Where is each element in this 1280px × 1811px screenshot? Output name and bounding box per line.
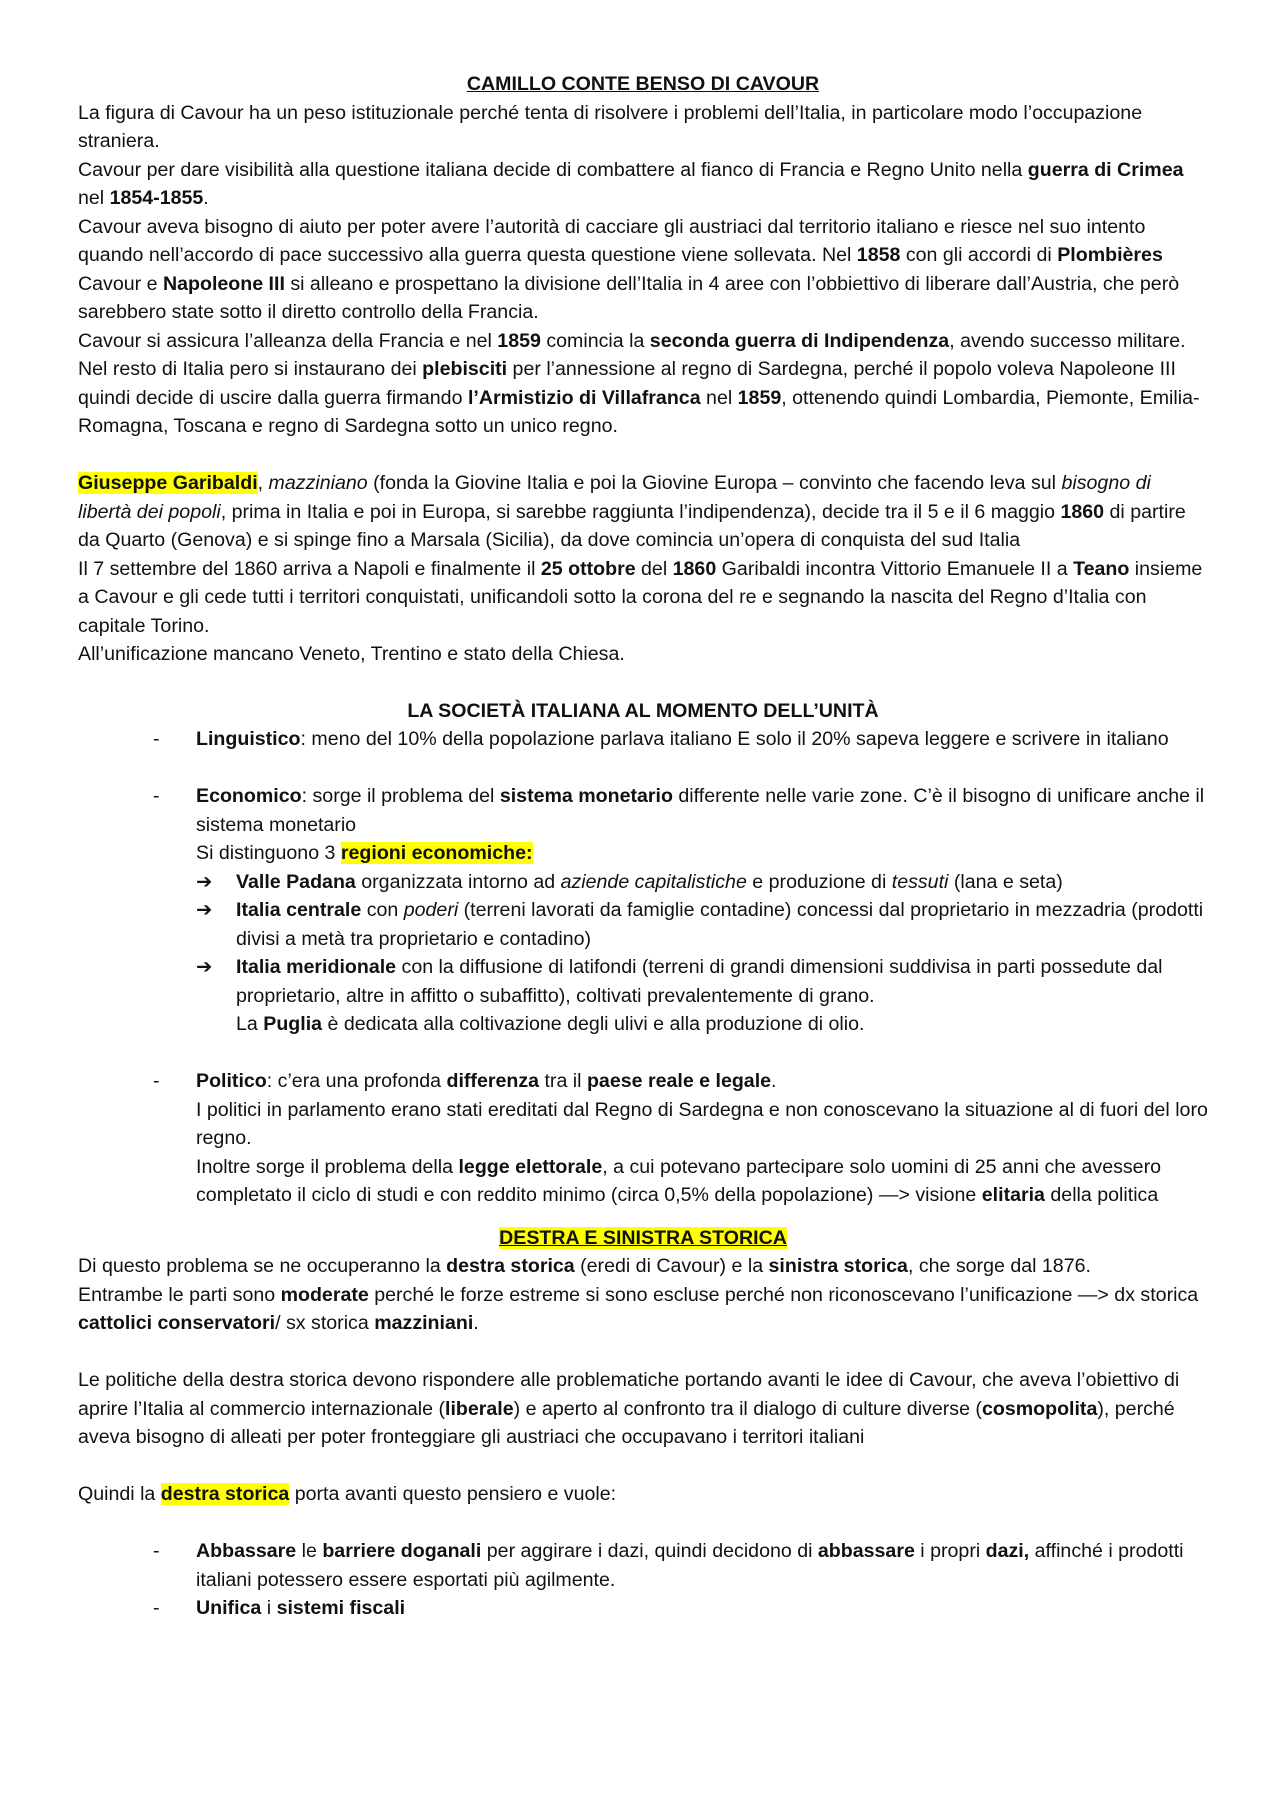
destra-paragraph-4: [78, 1480, 1208, 1509]
dash-bullet: -: [153, 1540, 160, 1562]
dash-bullet: -: [153, 728, 160, 750]
text: della politica: [1044, 1184, 1159, 1206]
bold-text: Italia meridionale: [236, 956, 397, 978]
cavour-paragraph-4: [78, 327, 1208, 356]
text: Entrambe le parti sono: [78, 1283, 281, 1306]
bold-text: 25 ottobre: [540, 557, 636, 580]
text: La: [236, 1013, 264, 1035]
text: per aggirare i dazi, quindi decidono di: [481, 1540, 818, 1562]
text: .: [203, 187, 209, 209]
bold-text: cattolici conservatori: [78, 1312, 276, 1334]
text: Cavour aveva bisogno di aiuto per poter avere l’autorità di cacciare gli austriaci dal territorio italiano e riesce nel suo intento quando nell’accordo di pace successivo alla guerra questa questione viene sollevata. Nel: [78, 215, 1146, 266]
text: Quindi la: [78, 1483, 161, 1505]
bold-text: destra storica: [446, 1255, 575, 1277]
highlighted-title: DESTRA E SINISTRA STORICA: [499, 1226, 787, 1249]
bold-text: 1859: [737, 386, 782, 409]
text: (fonda la Giovine Italia e poi la Giovine Europa – convinto che facendo leva sul: [367, 472, 1062, 494]
text: porta avanti questo pensiero e vuole:: [289, 1483, 617, 1505]
cavour-paragraph-3: [78, 213, 1208, 327]
bold-text: Linguistico: [196, 728, 301, 750]
text: perché le forze estreme si sono escluse perché non riconoscevano l’unificazione —> dx storica: [368, 1283, 1199, 1306]
text: La figura di Cavour ha un peso istituzionale perché tenta di risolvere i problemi dell’Italia, in particolare modo l’occupazione straniera.: [78, 101, 1143, 152]
text: con la diffusione di latifondi (terreni di grandi dimensioni suddivisa in parti possedute dal proprietario, altre in affitto o subaffitto), coltivati prevalentemente di grano.: [236, 956, 1163, 1007]
section-title-cavour: CAMILLO CONTE BENSO DI CAVOUR: [466, 73, 820, 95]
spacer: [78, 1452, 1208, 1481]
bold-text: Napoleone III: [162, 272, 285, 295]
text: (terreni lavorati da famiglie contadine) concessi dal proprietario in mezzadria (prodotti divisi a metà tra proprietario e contadino): [236, 899, 1204, 950]
italic-text: poderi: [403, 899, 459, 921]
text: Le politiche della destra storica devono rispondere alle problematiche portando avanti le idee di Cavour, che aveva l’obiettivo di aprire l’Italia al commercio internazionale (: [78, 1369, 1180, 1420]
cavour-paragraph-5: [78, 355, 1208, 441]
text: Di questo problema se ne occuperanno la: [78, 1255, 447, 1277]
text: con: [361, 899, 404, 921]
politico-electoral-law: [196, 1153, 1208, 1210]
spacer: [78, 1509, 1208, 1538]
bold-text: Puglia: [263, 1013, 323, 1035]
bold-text: sinistra storica: [768, 1255, 908, 1277]
text: Il 7 settembre del 1860 arriva a Napoli e finalmente il: [78, 557, 541, 580]
text: All’unificazione mancano Veneto, Trentino e stato della Chiesa.: [78, 643, 625, 665]
text: : sorge il problema del: [301, 785, 500, 807]
text: e produzione di: [746, 870, 892, 893]
arrow-bullet-icon: ➔: [196, 899, 213, 921]
bold-text: Economico: [196, 785, 302, 807]
spacer: [78, 754, 1208, 783]
highlighted-text: destra storica: [160, 1483, 290, 1505]
text: nel: [700, 386, 738, 409]
text: organizzata intorno ad: [355, 870, 561, 893]
bold-text: 1859: [497, 329, 541, 352]
politico-parliament: [196, 1096, 1208, 1153]
bold-text: Unifica: [196, 1597, 262, 1619]
list-item-economico: [78, 782, 1208, 1039]
section-title-society: LA SOCIETÀ ITALIANA AL MOMENTO DELL’UNITÀ: [407, 699, 879, 722]
text: ) e aperto al confronto tra il dialogo di culture diverse (: [513, 1397, 982, 1420]
bold-text: legge elettorale: [458, 1155, 603, 1178]
text: per l’annessione al regno di Sardegna, perché il popolo voleva Napoleone III quindi decide di uscire dalla guerra firmando: [78, 358, 1176, 409]
text: , avendo successo militare.: [949, 329, 1186, 352]
text: ,: [257, 472, 269, 494]
italic-text: mazziniano: [268, 472, 368, 494]
region-valle-padana: [196, 868, 1208, 897]
text: nel: [78, 187, 110, 209]
text: Si distinguono 3: [196, 842, 341, 864]
bold-text: sistemi fiscali: [276, 1597, 406, 1619]
list-item-sistemi-fiscali: [78, 1594, 1208, 1623]
text: , prima in Italia e poi in Europa, si sarebbe raggiunta l’indipendenza), decide tra il 5 e il 6 maggio: [220, 500, 1061, 523]
arrow-bullet-icon: ➔: [196, 956, 213, 978]
cavour-paragraph-1: [78, 99, 1208, 156]
text: Garibaldi incontra Vittorio Emanuele II a: [716, 557, 1074, 580]
society-list: [78, 725, 1208, 1210]
cavour-paragraph-2: [78, 156, 1208, 213]
dash-bullet: -: [153, 785, 160, 807]
bold-text: differenza: [446, 1070, 540, 1092]
dash-bullet: -: [153, 1597, 160, 1619]
list-item-politico: [78, 1067, 1208, 1210]
italic-text: aziende capitalistiche: [560, 870, 747, 893]
bold-text: Valle Padana: [236, 870, 356, 893]
text: insieme a Cavour e gli cede tutti i territori conquistati, unificandoli sotto la corona del re e segnando la nascita del Regno d’Italia con capitale Torino.: [78, 557, 1203, 637]
text: del: [635, 557, 673, 580]
spacer: [78, 1338, 1208, 1367]
text: Cavour per dare visibilità alla questione italiana decide di combattere al fianco di Francia e Regno Unito nella: [78, 158, 1028, 181]
bold-text: Italia centrale: [236, 899, 362, 921]
bold-text: elitaria: [981, 1184, 1045, 1206]
text: comincia la: [540, 329, 650, 352]
bold-text: plebisciti: [422, 358, 508, 380]
text: : meno del 10% della popolazione parlava italiano E solo il 20% sapeva leggere e scrivere in italiano: [300, 728, 1169, 750]
bold-text: Plombières: [1057, 244, 1163, 266]
text: le: [296, 1540, 323, 1562]
text: , che sorge dal 1876.: [907, 1255, 1091, 1277]
bold-text: moderate: [280, 1283, 369, 1306]
text: si alleano e prospettano la divisione dell’Italia in 4 aree con l’obbiettivo di liberare dall’Austria, che però sarebbero state sotto il diretto controllo della Francia.: [78, 272, 1180, 323]
destra-paragraph-3: [78, 1366, 1208, 1452]
text: , a cui potevano partecipare solo uomini di 25 anni che avessero completato il ciclo di studi e con reddito minimo (circa 0,5% della popolazione) —> visione: [196, 1155, 1162, 1206]
bold-text: mazziniani: [374, 1312, 474, 1334]
region-italia-centrale: [196, 896, 1208, 953]
region-italia-meridionale: [196, 953, 1208, 1010]
garibaldi-paragraph-1: [78, 469, 1208, 555]
text: .: [771, 1070, 777, 1092]
bold-text: 1860: [1060, 500, 1105, 523]
text: con gli accordi di: [900, 244, 1058, 266]
bold-text: dazi,: [985, 1540, 1030, 1562]
text: ), perché aveva bisogno di alleati per poter fronteggiare gli austriaci che occupavano i territori italiani: [78, 1397, 1175, 1448]
text: I politici in parlamento erano stati ereditati dal Regno di Sardegna e non conoscevano la situazione al di fuori del loro regno.: [196, 1098, 1208, 1149]
bold-text: 1858: [856, 244, 901, 266]
text: tra il: [539, 1070, 587, 1092]
bold-text: paese reale e legale: [586, 1070, 772, 1092]
text: .: [473, 1312, 479, 1334]
text: , ottenendo quindi Lombardia, Piemonte, Emilia-Romagna, Toscana e regno di Sardegna sotto un unico regno.: [78, 386, 1200, 437]
text: / sx storica: [275, 1312, 375, 1334]
text: (lana e seta): [948, 870, 1063, 893]
text: i: [261, 1597, 277, 1619]
economico-line: [196, 782, 1208, 839]
list-item-linguistico: [78, 725, 1208, 754]
highlighted-name: Giuseppe Garibaldi: [78, 472, 258, 494]
text: : c’era una profonda: [266, 1070, 447, 1092]
spacer: [78, 1039, 1208, 1068]
destra-paragraph-2: [78, 1281, 1208, 1338]
garibaldi-paragraph-3: [78, 640, 1208, 669]
text: Nel resto di Italia pero si instaurano dei: [78, 358, 423, 380]
italic-text: tessuti: [891, 870, 949, 893]
bold-text: Politico: [196, 1070, 267, 1092]
bold-text: 1854-1855: [109, 187, 204, 209]
text: differente nelle varie zone. C’è il bisogno di unificare anche il sistema monetario: [196, 785, 1205, 836]
spacer: [78, 441, 1208, 470]
italic-text: bisogno di libertà dei popoli: [78, 472, 1151, 523]
highlighted-text: regioni economiche:: [340, 842, 533, 864]
document-page: [78, 70, 1208, 1623]
economico-regions-intro: [196, 839, 1208, 868]
destra-list: [78, 1537, 1208, 1623]
bold-text: 1860: [672, 557, 717, 580]
bold-text: cosmopolita: [981, 1397, 1098, 1420]
text: (eredi di Cavour) e la: [574, 1255, 769, 1277]
text: affinché i prodotti italiani potessero essere esportati più agilmente.: [196, 1540, 1184, 1591]
destra-paragraph-1: [78, 1252, 1208, 1281]
arrow-bullet-icon: ➔: [196, 870, 213, 893]
text: Inoltre sorge il problema della: [196, 1155, 459, 1178]
list-item-barriere-doganali: [78, 1537, 1208, 1594]
bold-text: liberale: [445, 1397, 514, 1420]
bold-text: abbassare: [817, 1540, 915, 1562]
bold-text: barriere doganali: [322, 1540, 482, 1562]
text: Cavour si assicura l’alleanza della Francia e nel: [78, 329, 498, 352]
text: Cavour e: [78, 272, 163, 295]
section-title-destra-sinistra: [78, 1224, 1208, 1253]
puglia-line: [196, 1010, 1208, 1039]
garibaldi-paragraph-2: [78, 555, 1208, 641]
dash-bullet: -: [153, 1070, 160, 1092]
bold-text: seconda guerra di Indipendenza: [649, 329, 950, 352]
bold-text: Teano: [1073, 557, 1130, 580]
bold-text: sistema monetario: [499, 785, 673, 807]
politico-line: [196, 1067, 1208, 1096]
text: di partire da Quarto (Genova) e si spinge fino a Marsala (Sicilia), da dove comincia un’opera di conquista del sud Italia: [78, 500, 1186, 551]
bold-text: Abbassare: [196, 1540, 297, 1562]
text: i propri: [914, 1540, 986, 1562]
text: è dedicata alla coltivazione degli ulivi e alla produzione di olio.: [322, 1013, 865, 1035]
bold-text: guerra di Crimea: [1027, 158, 1184, 181]
bold-text: l’Armistizio di Villafranca: [467, 386, 701, 409]
